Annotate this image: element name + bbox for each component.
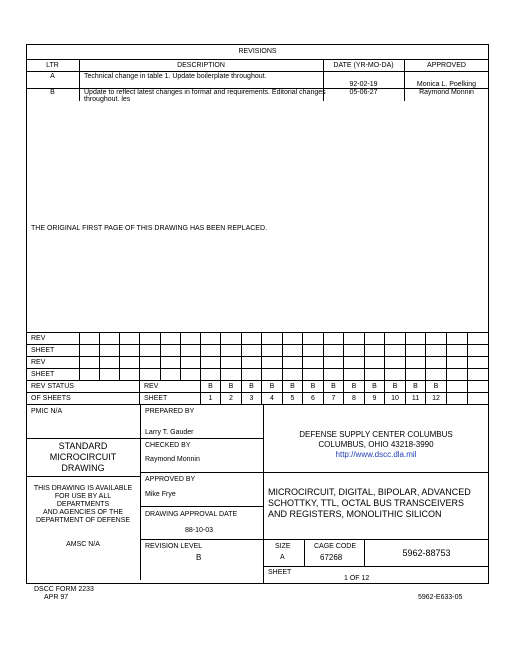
grid-row-rev-status [27,381,489,393]
cage-code-label: CAGE CODE [314,543,357,550]
rev-status-cell: B [406,381,426,393]
header-approved: APPROVED [427,62,466,69]
rev-a-date: 92-02-19 [349,81,378,88]
availability-line-1: THIS DRAWING IS AVAILABLE [33,485,133,492]
sheet-number-cell: 11 [406,393,426,405]
sheet-number-cell: 6 [303,393,324,405]
revisions-title: REVISIONS [238,48,277,55]
prepared-by-label: PREPARED BY [145,408,195,415]
standard-line-2: MICROCIRCUIT [49,452,117,462]
size-label: SIZE [275,543,291,550]
header-ltr: LTR [46,62,59,69]
availability-line-3: DEPARTMENTS [56,501,110,508]
rev-status-cell: B [426,381,447,393]
rev-status-cell: B [201,381,221,393]
tb-mid-line-3 [140,506,263,507]
prepared-by-name: Larry T. Gauder [145,429,194,436]
sheet-number-cell: 5 [283,393,303,405]
tb-right-line-3 [263,566,489,567]
sheet-number-cell: 12 [426,393,447,405]
revision-level-value: B [196,553,202,562]
dscc-url-link[interactable]: http://www.dscc.dla.mil [335,450,417,459]
tb-size-vline [304,539,305,566]
of-sheets-label: OF SHEETS [27,393,140,405]
rev-status-cell: B [242,381,262,393]
rev-status-rev-label: REV [140,381,201,393]
rev-a-ltr: A [50,73,55,80]
header-description: DESCRIPTION [177,62,225,69]
sheet-label: SHEET [268,569,292,576]
rev-status-cell: B [365,381,385,393]
tb-mid-line-2 [140,472,263,473]
tb-right-line-2 [263,539,489,540]
drawing-title-line-2: SCHOTTKY, TTL, OCTAL BUS TRANSCEIVERS [268,498,465,508]
grid-sheet-label-2: SHEET [27,369,80,381]
header-date: DATE (YR-MO-DA) [333,62,394,69]
tb-mid-line-4 [140,539,263,540]
rev-b-ltr: B [50,89,55,96]
grid-row-sheet-2 [27,369,489,381]
rev-status-cell: B [303,381,324,393]
grid-row-rev-2 [27,357,489,369]
grid-rev-label-1: REV [27,333,80,345]
status-grid [26,332,489,405]
checked-by-label: CHECKED BY [145,442,191,449]
sheet-number-cell: 1 [201,393,221,405]
grid-row-of-sheets [27,393,489,405]
approved-by-name: Mike Frye [145,491,176,498]
amsc-label: AMSC N/A [66,541,100,548]
tb-mid-line-1 [140,438,263,439]
grid-row-rev-1 [27,333,489,345]
tb-vline-left [140,404,141,580]
of-sheets-sheet-label: SHEET [140,393,201,405]
rev-line-2 [26,71,489,72]
tb-left-line-2 [26,476,140,477]
grid-rev-label-2: REV [27,357,80,369]
standard-line-1: STANDARD [58,441,108,451]
drawing-approval-date: 88-10-03 [185,527,214,534]
form-date: APR 97 [44,594,69,601]
rev-status-cell: B [283,381,303,393]
drawing-title-line-1: MICROCIRCUIT, DIGITAL, BIPOLAR, ADVANCED [268,487,471,497]
drawing-approval-label: DRAWING APPROVAL DATE [145,511,238,518]
dscc-line-2: COLUMBUS, OHIO 43218-3990 [318,440,434,449]
rev-a-approved: Monica L. Poelking [416,81,477,88]
tb-left-line-1 [26,438,140,439]
size-value: A [280,554,285,561]
sheet-number-cell: 9 [365,393,385,405]
doc-code: 5962-E633-05 [418,594,463,601]
sheet-number-cell: 7 [324,393,344,405]
form-number: DSCC FORM 2233 [34,586,94,593]
sheet-number-cell: 10 [385,393,406,405]
sheet-number-cell: 4 [262,393,283,405]
rev-status-cell: B [385,381,406,393]
availability-line-2: FOR USE BY ALL [54,493,112,500]
standard-line-3: DRAWING [61,463,105,473]
rev-line-1 [26,59,489,60]
rev-status-cell: B [262,381,283,393]
pmic-label: PMIC N/A [31,408,63,415]
rev-status-cell: B [344,381,365,393]
rev-a-description: Technical change in table 1. Update boilerplate throughout. [84,73,267,80]
grid-sheet-label-1: SHEET [27,345,80,357]
rev-status-cell: B [324,381,344,393]
availability-line-5: DEPARTMENT OF DEFENSE [35,517,131,524]
rev-b-description-cont: throughout. les [84,96,131,103]
revision-level-label: REVISION LEVEL [145,543,203,550]
sheet-value: 1 OF 12 [344,575,370,582]
tb-right-line-1 [263,472,489,473]
checked-by-name: Raymond Monnin [145,456,200,463]
rev-status-cell: B [221,381,242,393]
dscc-line-1: DEFENSE SUPPLY CENTER COLUMBUS [299,430,453,439]
rev-b-approved: Raymond Monnin [419,89,474,96]
replaced-note: THE ORIGINAL FIRST PAGE OF THIS DRAWING HAS BEEN REPLACED. [31,225,267,232]
sheet-number-cell: 2 [221,393,242,405]
approved-by-label: APPROVED BY [145,476,196,483]
sheet-number-cell: 3 [242,393,262,405]
availability-line-4: AND AGENCIES OF THE [43,509,123,516]
rev-b-date: 05-06-27 [349,89,378,96]
drawing-title-line-3: AND REGISTERS, MONOLITHIC SILICON [268,509,442,519]
rev-b-description: Update to reflect latest changes in format and requirements. Editorial changes [84,89,326,96]
cage-code-value: 67268 [320,553,343,562]
grid-row-sheet-1 [27,345,489,357]
rev-status-label: REV STATUS [27,381,140,393]
sheet-number-cell: 8 [344,393,365,405]
drawing-number: 5962-88753 [402,548,451,558]
